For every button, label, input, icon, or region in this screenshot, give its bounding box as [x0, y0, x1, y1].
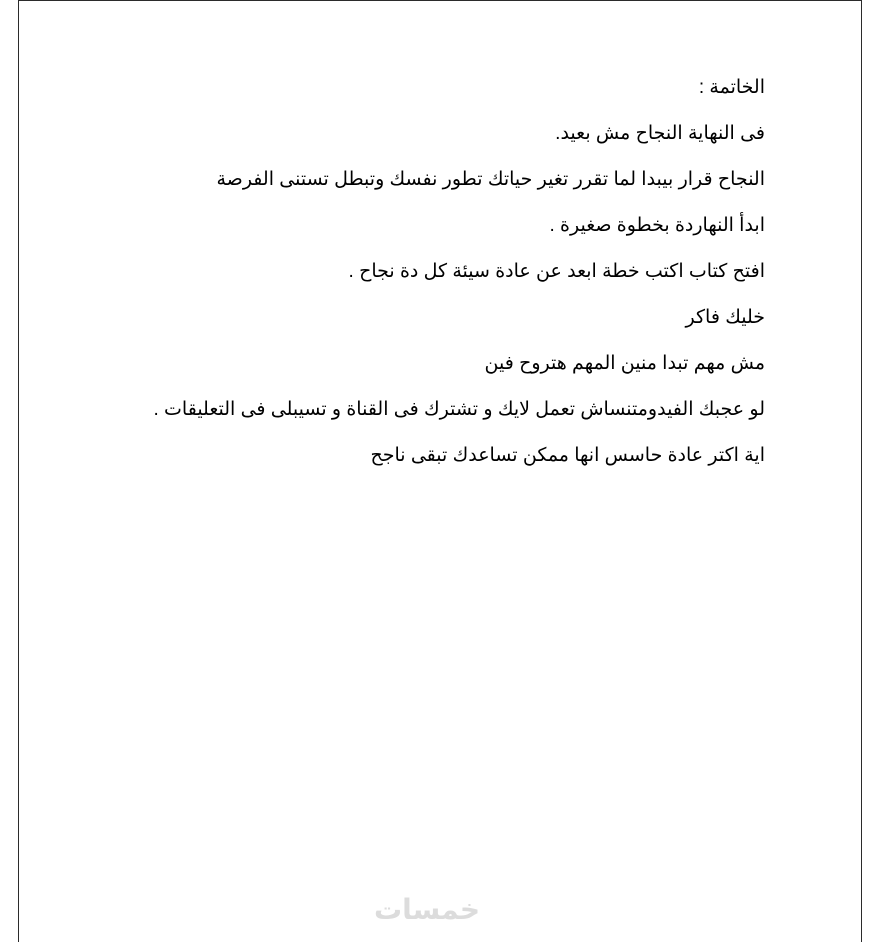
- document-page: [18, 0, 862, 942]
- text-line: خليك فاكر: [685, 307, 765, 328]
- text-line: ابدأ النهاردة بخطوة صغيرة .: [549, 215, 765, 236]
- text-line: فى النهاية النجاح مش بعيد.: [555, 123, 765, 144]
- text-line: اية اكتر عادة حاسس انها ممكن تساعدك تبقى ناجح: [370, 445, 765, 466]
- text-line: لو عجبك الفيدومتنساش تعمل لايك و تشترك فى القناة و تسيبلى فى التعليقات .: [153, 399, 765, 420]
- conclusion-heading: الخاتمة :: [698, 77, 765, 98]
- text-line: النجاح قرار بيبدا لما تقرر تغير حياتك تطور نفسك وتبطل تستنى الفرصة: [216, 169, 765, 190]
- text-line: افتح كتاب اكتب خطة ابعد عن عادة سيئة كل دة نجاح .: [348, 261, 765, 282]
- text-line: مش مهم تبدا منين المهم هتروح فين: [484, 353, 765, 374]
- watermark-logo: خمسات: [373, 893, 481, 926]
- document-body: [85, 71, 765, 485]
